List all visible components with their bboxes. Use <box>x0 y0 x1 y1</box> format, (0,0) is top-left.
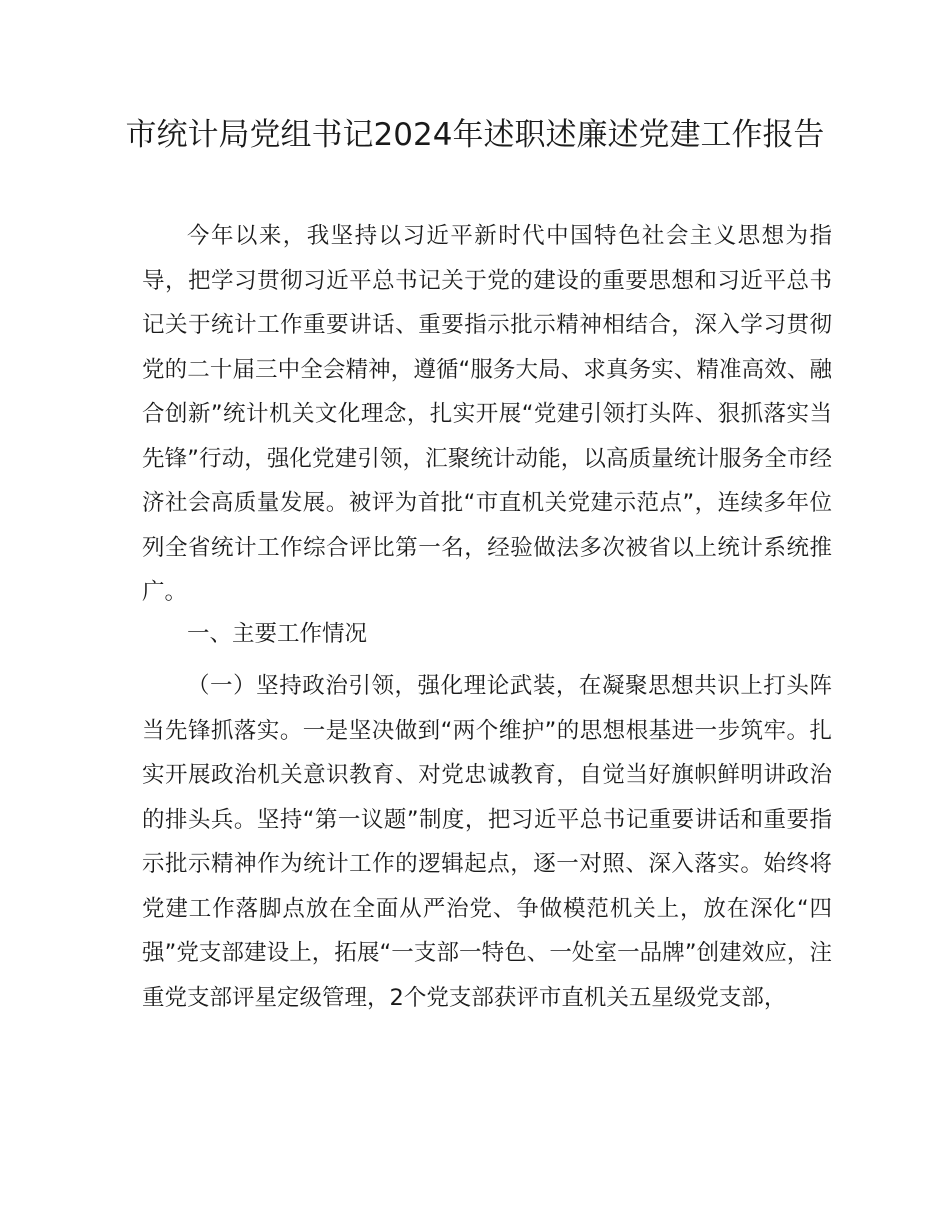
section-heading: 一、主要工作情况 <box>187 621 368 647</box>
document-title: 市统计局党组书记2024年述职述廉述党建工作报告 <box>125 117 825 153</box>
section-paragraph: （一）坚持政治引领，强化理论武装，在凝聚思想共识上打头阵当先锋抓落实。一是坚决做到“两个维护”的思想根基进一步筑牢。扎实开展政治机关意识教育、对党忠诚教育，自觉当好旗帜鲜明讲政治的排头兵。坚持“第一议题”制度，把习近平总书记重要讲话和重要指示批示精神作为统计工作的逻辑起点，逐一对照、深入落实。始终将党建工作落脚点放在全面从严治党、争做模范机关上，放在深化“四强”党支部建设上，拓展“一支部一特色、一处室一品牌”创建效应，注重党支部评星定级管理，2个党支部获评市直机关五星级党支部， <box>142 673 832 1011</box>
intro-paragraph: 今年以来，我坚持以习近平新时代中国特色社会主义思想为指导，把学习贯彻习近平总书记关于党的建设的重要思想和习近平总书记关于统计工作重要讲话、重要指示批示精神相结合，深入学习贯彻党的二十届三中全会精神，遵循“服务大局、求真务实、精准高效、融合创新”统计机关文化理念，扎实开展“党建引领打头阵、狠抓落实当先锋”行动，强化党建引领，汇聚统计动能，以高质量统计服务全市经济社会高质量发展。被评为首批“市直机关党建示范点”，连续多年位列全省统计工作综合评比第一名，经验做法多次被省以上统计系统推广。 <box>142 223 832 605</box>
